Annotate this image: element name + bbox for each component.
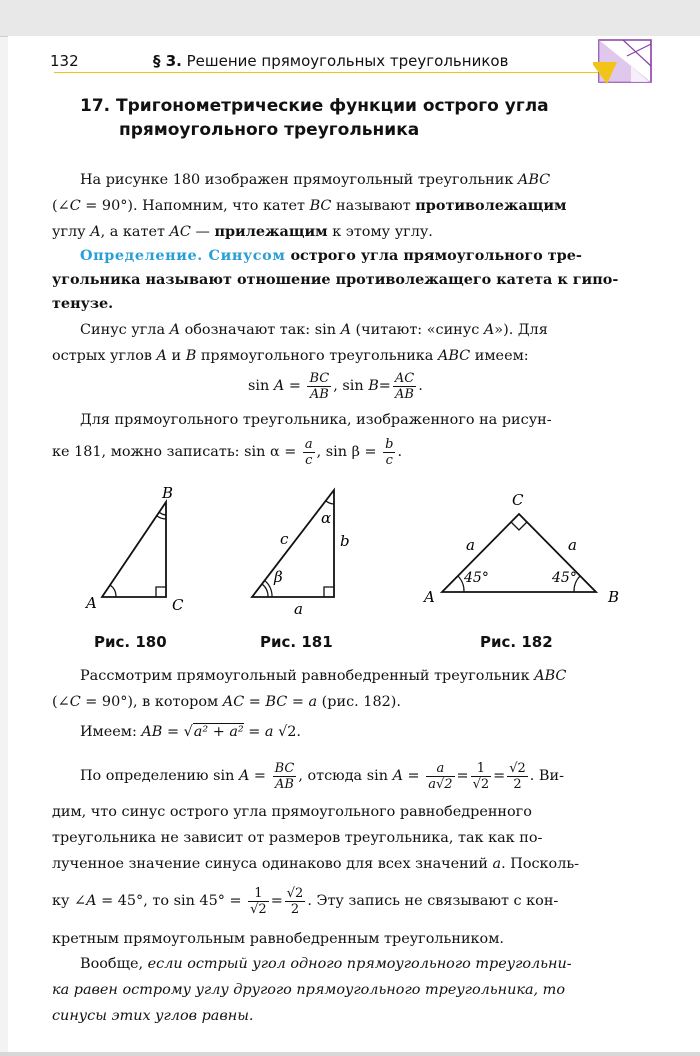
- running-header: [153, 52, 508, 70]
- side-label: a: [568, 536, 577, 554]
- text-line: кретным прямоугольным равнобедренным треугольником.: [52, 931, 504, 947]
- side-label: b: [340, 532, 350, 550]
- figure-182-triangle: [408, 482, 638, 612]
- text-line: (∠C = 90°), в котором AC = BC = a (рис. 182).: [52, 694, 401, 710]
- definition-line: Определение. Синусом острого угла прямоугольного тре-: [80, 247, 582, 264]
- formula-hypotenuse: Имеем: AB = √a² + a² = a √2.: [80, 724, 301, 740]
- text-line: лученное значение синуса одинаково для всех значений a. Посколь-: [52, 856, 580, 872]
- text-line: ка равен острому углу другого прямоугольного треугольника, то: [52, 982, 565, 998]
- text-line: На рисунке 180 изображен прямоугольный треугольник ABC: [80, 172, 551, 188]
- vertex-label: B: [162, 484, 174, 502]
- text-line: дим, что синус острого угла прямоугольного равнобедренного: [52, 804, 532, 820]
- text-line: острых углов A и B прямоугольного треугольника ABC имеем:: [52, 348, 529, 364]
- formula-sine-45: По определению sin A = $\frac{BC}{AB}$ , отсюда sin A = $\frac{a}{a√2}$ = $\frac{1}{√2}$ = $\frac{√2}{2}$ . Ви-: [80, 760, 564, 792]
- angle-label: 45°: [464, 570, 489, 586]
- angle-label: α: [321, 509, 332, 527]
- text-line: Рассмотрим прямоугольный равнобедренный треугольник ABC: [80, 668, 567, 684]
- text-line: Синус угла A обозначают так: sin A (читают: «синус A»). Для: [80, 322, 548, 338]
- figure-181-triangle: [238, 482, 378, 622]
- text-line: ку ∠A = 45°, то sin 45° = $\frac{1}{√2}$ = $\frac{√2}{2}$ . Эту запись не связывают с кон-: [52, 885, 559, 917]
- figure-caption: Рис. 181: [260, 633, 333, 651]
- vertex-label: C: [172, 596, 184, 612]
- viewer-top-bar: [0, 0, 700, 37]
- section-title: Решение прямоугольных треугольников: [186, 52, 509, 70]
- vertex-label: A: [86, 594, 97, 612]
- vertex-label: C: [512, 491, 524, 509]
- text-line: синусы этих углов равны.: [52, 1008, 254, 1024]
- section-sign: § 3.: [153, 52, 182, 70]
- vertex-label: A: [424, 588, 435, 606]
- figure-caption: Рис. 182: [480, 633, 553, 651]
- book-page: [8, 36, 700, 1052]
- text-line: Вообще, если острый угол одного прямоугольного треугольни-: [80, 956, 572, 972]
- corner-decoration-icon: [593, 36, 659, 88]
- definition-line: тенузе.: [52, 295, 114, 312]
- paragraph-number: 17.: [80, 96, 111, 116]
- text-line: треугольника не зависит от размеров треугольника, так как по-: [52, 830, 543, 846]
- text-line: (∠C = 90°). Напомним, что катет BC называют противолежащим: [52, 197, 567, 214]
- definition-label: Определение. Синусом: [80, 247, 286, 264]
- viewer-bottom-edge: [0, 1052, 700, 1056]
- formula-sine-definitions: sin A = $\frac{BC}{AB}$ , sin B= $\frac{AC}{AB}$ .: [248, 370, 423, 402]
- angle-label: 45°: [552, 570, 577, 586]
- figure-caption: Рис. 180: [94, 633, 167, 651]
- page-number: 132: [50, 52, 79, 70]
- paragraph-title-line2: прямоугольного треугольника: [119, 120, 420, 140]
- definition-line: угольника называют отношение противолежащего катета к гипо-: [52, 271, 619, 288]
- header-rule: [54, 72, 599, 73]
- side-label: a: [294, 600, 303, 618]
- side-label: c: [280, 530, 289, 548]
- paragraph-title: 17. Тригонометрические функции острого угла: [80, 96, 549, 116]
- text-line: ке 181, можно записать: sin α = $\frac{a}{c}$ , sin β = $\frac{b}{c}$ .: [52, 436, 403, 468]
- text-line: Для прямоугольного треугольника, изображенного на рисун-: [80, 412, 552, 428]
- vertex-label: B: [608, 588, 620, 606]
- angle-label: β: [274, 568, 283, 586]
- side-label: a: [466, 536, 475, 554]
- text-line: углу A, а катет AC — прилежащим к этому углу.: [52, 223, 433, 240]
- figure-180-triangle: [78, 482, 198, 612]
